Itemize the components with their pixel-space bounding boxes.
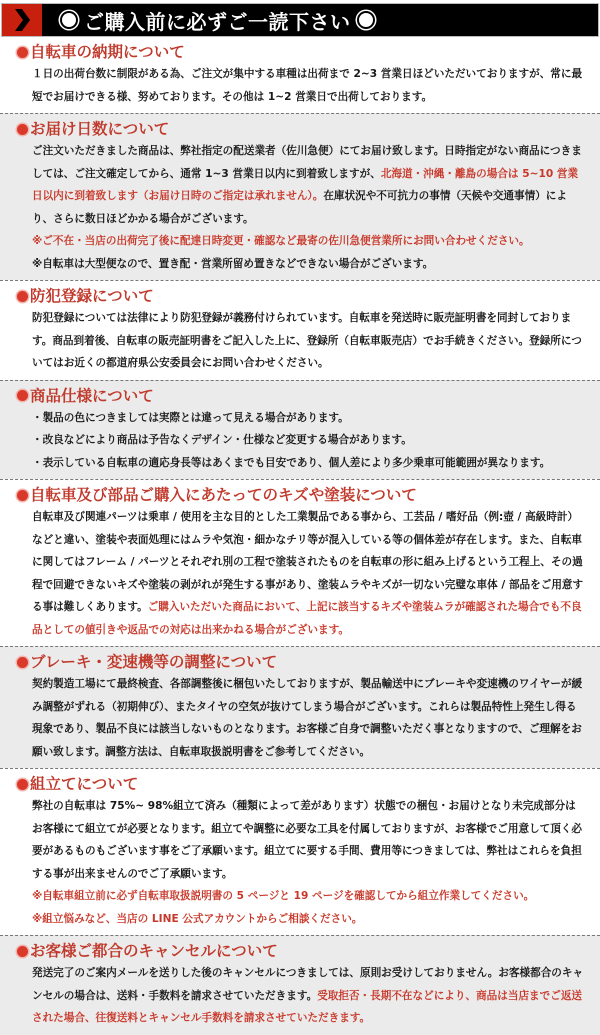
section-title-text: 自転車及び部品ご購入にあたってのキズや塗装について	[30, 486, 417, 504]
body-text: 発送完了のご案内メールを送りした後のキャンセルにつきましては、原則お受けしておりません。お客様都合のキャンセルの場合は、送料・手数料を請求させていただきます。	[32, 967, 584, 1002]
section-title-text: 組立てについて	[30, 775, 139, 793]
emphasis-text: ※自転車組立前に必ず自転車取扱説明書の 5 ページと 19 ページを確認してから組立作業してください。	[32, 890, 535, 902]
paragraph	[32, 908, 586, 931]
double-circle-icon	[62, 13, 76, 27]
section-title	[17, 484, 600, 506]
body-text: １日の出荷台数に制限がある為、ご注文が集中する車種は出荷まで 2~3 営業日ほどいただいておりますが、常に最短でお届けできる様、努めております。その他は 1~2 営業日で出荷しております。	[32, 68, 583, 103]
page-title	[62, 6, 373, 35]
section-title	[17, 118, 600, 140]
bullet-circle-icon	[17, 390, 28, 401]
body-text: ※自転車は大型便なので、置き配・営業所留め置きなどできない場合がございます。	[32, 257, 434, 270]
section-scratches-paint	[0, 479, 600, 646]
notice-sections	[0, 37, 600, 1035]
section-delivery-timing	[0, 37, 600, 113]
body-text: 弊社の自転車は 75%~ 98%組立て済み（種類によって差があります）状態での梱包・お届けとなり未完成部分はお客様にて組立てが必要となります。組立てや調整に必要な工具を付属しておりますが、お客様でご用意して頂く必要があるものもございます事をご了承願います。組立てに要する手間、費用等につきましては、弊社はこれらを負担する事が出来ませんのでご了承願います。	[32, 800, 583, 880]
bullet-circle-icon	[17, 946, 28, 957]
section-delivery-days	[0, 113, 600, 280]
paragraph	[32, 962, 586, 1030]
chevron-box	[2, 4, 42, 36]
section-title	[17, 773, 600, 795]
section-title	[17, 940, 600, 962]
emphasis-text: ご購入いただいた商品において、上記に該当するキズや塗装ムラが確認された場合でも不良品としての値引きや返品での対応は出来かねる場合がございます。	[32, 601, 582, 636]
paragraph	[32, 253, 586, 276]
emphasis-text: ※組立悩みなど、当店の LINE 公式アカウントからご相談ください。	[32, 912, 363, 925]
section-title-text: ブレーキ・変速機等の調整について	[30, 653, 278, 671]
body-text: ・表示している自転車の適応身長等はあくまでも目安であり、個人差により多少乗車可能範囲が異なります。	[32, 456, 551, 469]
page-title-text: ご購入前に必ずご一読下さい	[84, 9, 351, 34]
paragraph	[32, 452, 586, 475]
section-body	[32, 673, 586, 763]
paragraph	[32, 63, 586, 108]
body-text: 自転車及び関連パーツは乗車 / 使用を主な目的とした工業製品である事から、工芸品 / 嗜好品（例:壺 / 高級時計）などと違い、塗装や表面処理にはムラや気泡・細かなチリ等が混入している等の個体差が存在します。また、自転車に関してはフレーム / パーツとそれぞれ別の工程で塗装されたものを自転車の形に組み上げるという工程上、その過程で回避できないキズや塗装の剥がれが発生する事があり、塗装ムラやキズが一切ない完璧な車体 / 部品をご用意する事は難しくあります。	[32, 511, 584, 613]
section-title-text: 自転車の納期について	[30, 43, 185, 61]
section-brake-gear-adjustment	[0, 646, 600, 768]
section-title	[17, 385, 600, 407]
bullet-circle-icon	[17, 47, 28, 58]
section-body	[32, 63, 586, 108]
notice-header-banner	[1, 3, 599, 37]
section-body	[32, 407, 586, 475]
section-body	[32, 795, 586, 930]
emphasis-text: ※ご不在・当店の出荷完了後に配達日時変更・確認など最寄の佐川急便営業所にお問い合わせください。	[32, 235, 530, 247]
double-circle-icon	[359, 13, 373, 27]
section-product-specs	[0, 380, 600, 480]
bullet-circle-icon	[17, 657, 28, 668]
section-title-text: 防犯登録について	[30, 287, 154, 305]
emphasis-text: 受取拒否・長期不在などにより、商品は当店までご返送された場合、往復送料とキャンセル手数料を請求させていただきます。	[32, 989, 583, 1024]
section-body	[32, 307, 586, 375]
paragraph	[32, 140, 586, 230]
section-body	[32, 140, 586, 275]
emphasis-text: 北海道・沖縄・離島の場合は 5~10 営業日以内に到着致します（お届け日時のご指定は承れません）。	[32, 167, 579, 202]
section-customer-cancellation	[0, 935, 600, 1035]
section-title-text: お届け日数について	[30, 120, 170, 138]
paragraph	[32, 795, 586, 885]
body-text: 在庫状況や不可抗力の事情（天候や交通事情）により、さらに数日ほどかかる場合がございます。	[32, 190, 567, 225]
bullet-circle-icon	[17, 490, 28, 501]
body-text: ご注文いただきました商品は、弊社指定の配送業者（佐川急便）にてお届け致します。日時指定がない商品につきましては、ご注文確定してから、通常 1~3 営業日以内に到着致しますが、	[32, 145, 582, 180]
body-text: 防犯登録については法律により防犯登録が義務付けられています。自転車を発送時に販売証明書を同封しております。商品到着後、自転車の販売証明書をご記入した上に、登録所（自転車販売店）でお手続きください。登録所についてはお近くの都道府県公安委員会にお問い合わせください。	[32, 312, 582, 369]
bullet-circle-icon	[17, 291, 28, 302]
body-text: ・改良などにより商品は予告なくデザイン・仕様など変更する場合があります。	[32, 434, 412, 446]
paragraph	[32, 230, 586, 253]
body-text: ・製品の色につきましては実際とは違って見える場合があります。	[32, 411, 349, 424]
paragraph	[32, 673, 586, 763]
section-assembly	[0, 768, 600, 935]
section-anti-theft-registration	[0, 280, 600, 380]
section-title	[17, 41, 600, 63]
paragraph	[32, 429, 586, 452]
section-title-text: お客様ご都合のキャンセルについて	[30, 942, 278, 960]
section-body	[32, 506, 586, 641]
paragraph	[32, 407, 586, 430]
section-title	[17, 285, 600, 307]
paragraph	[32, 506, 586, 641]
section-title	[17, 651, 600, 673]
section-title-text: 商品仕様について	[30, 386, 154, 405]
paragraph	[32, 885, 586, 908]
body-text: 契約製造工場にて最終検査、各部調整後に梱包いたしておりますが、製品輸送中にブレーキや変速機のワイヤーが緩み調整がずれる（初期伸び）、またタイヤの空気が抜けてしまう場合がございます。これらは製品特性上発生し得る現象であり、製品不良には該当しないものとなります。お客様ご自身で調整いただく事となりますので、ご理解をお願い致します。調整方法は、自転車取扱説明書をご参考してください。	[32, 678, 583, 758]
bullet-circle-icon	[17, 779, 28, 790]
section-body	[32, 962, 586, 1030]
bullet-circle-icon	[17, 124, 28, 135]
paragraph	[32, 307, 586, 375]
chevron-right-icon	[13, 8, 31, 32]
